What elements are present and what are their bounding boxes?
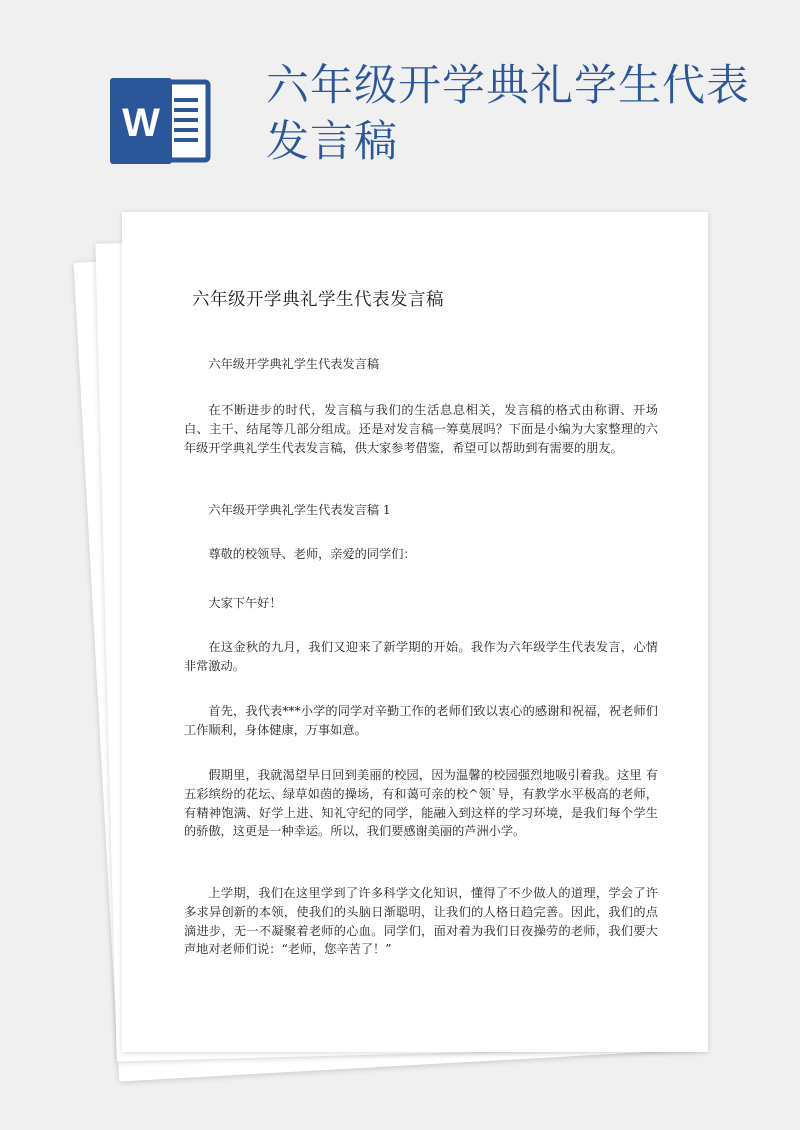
paragraph-intro: 在不断进步的时代，发言稿与我们的生活息息相关，发言稿的格式由称谓、开场白、主干、结尾等几部分组成。还是对发言稿一筹莫展吗？下面是小编为大家整理的六年级开学典礼学生代表发言稿，供大家参考借鉴，希望可以帮助到有需要的朋友。 bbox=[184, 403, 658, 455]
paragraph-subtitle: 六年级开学典礼学生代表发言稿 bbox=[208, 357, 380, 371]
paragraph-body: 在这金秋的九月，我们又迎来了新学期的开始。我作为六年级学生代表发言，心情非常激动。 bbox=[184, 640, 658, 673]
word-logo-letter: W bbox=[122, 101, 160, 145]
paragraph-section-heading: 六年级开学典礼学生代表发言稿 1 bbox=[208, 503, 391, 517]
document-page bbox=[122, 212, 708, 1052]
paragraph-body: 首先，我代表***小学的同学对辛勤工作的老师们致以衷心的感谢和祝福，祝老师们工作顺利，身体健康，万事如意。 bbox=[184, 704, 658, 737]
paragraph-body: 上学期，我们在这里学到了许多科学文化知识，懂得了不少做人的道理，学会了许多求异创新的本领，使我们的头脑日渐聪明，让我们的人格日趋完善。因此，我们的点滴进步，无一不凝聚着老师的心血。同学们，面对着为我们日夜操劳的老师，我们要大声地对老师们说：“老师，您辛苦了！” bbox=[184, 886, 658, 957]
paragraph-greeting: 大家下午好！ bbox=[208, 596, 282, 610]
word-logo-icon bbox=[110, 78, 214, 164]
banner-title: 六年级开学典礼学生代表发言稿 bbox=[266, 61, 750, 167]
paragraph-salutation: 尊敬的校领导、老师，亲爱的同学们： bbox=[208, 547, 416, 561]
document-title: 六年级开学典礼学生代表发言稿 bbox=[192, 290, 444, 310]
paragraph-body: 假期里，我就渴望早日回到美丽的校园，因为温馨的校园强烈地吸引着我。这里 有五彩缤纷的花坛、绿草如茵的操场，有和蔼可亲的校^领`导，有教学水平极高的老师，有精神饱满、好学上进、知礼守纪的同学，能融入到这样的学习环境，是我们每个学生的骄傲，这更是一种幸运。所以，我们要感谢美丽的芦洲小学。 bbox=[184, 768, 658, 839]
